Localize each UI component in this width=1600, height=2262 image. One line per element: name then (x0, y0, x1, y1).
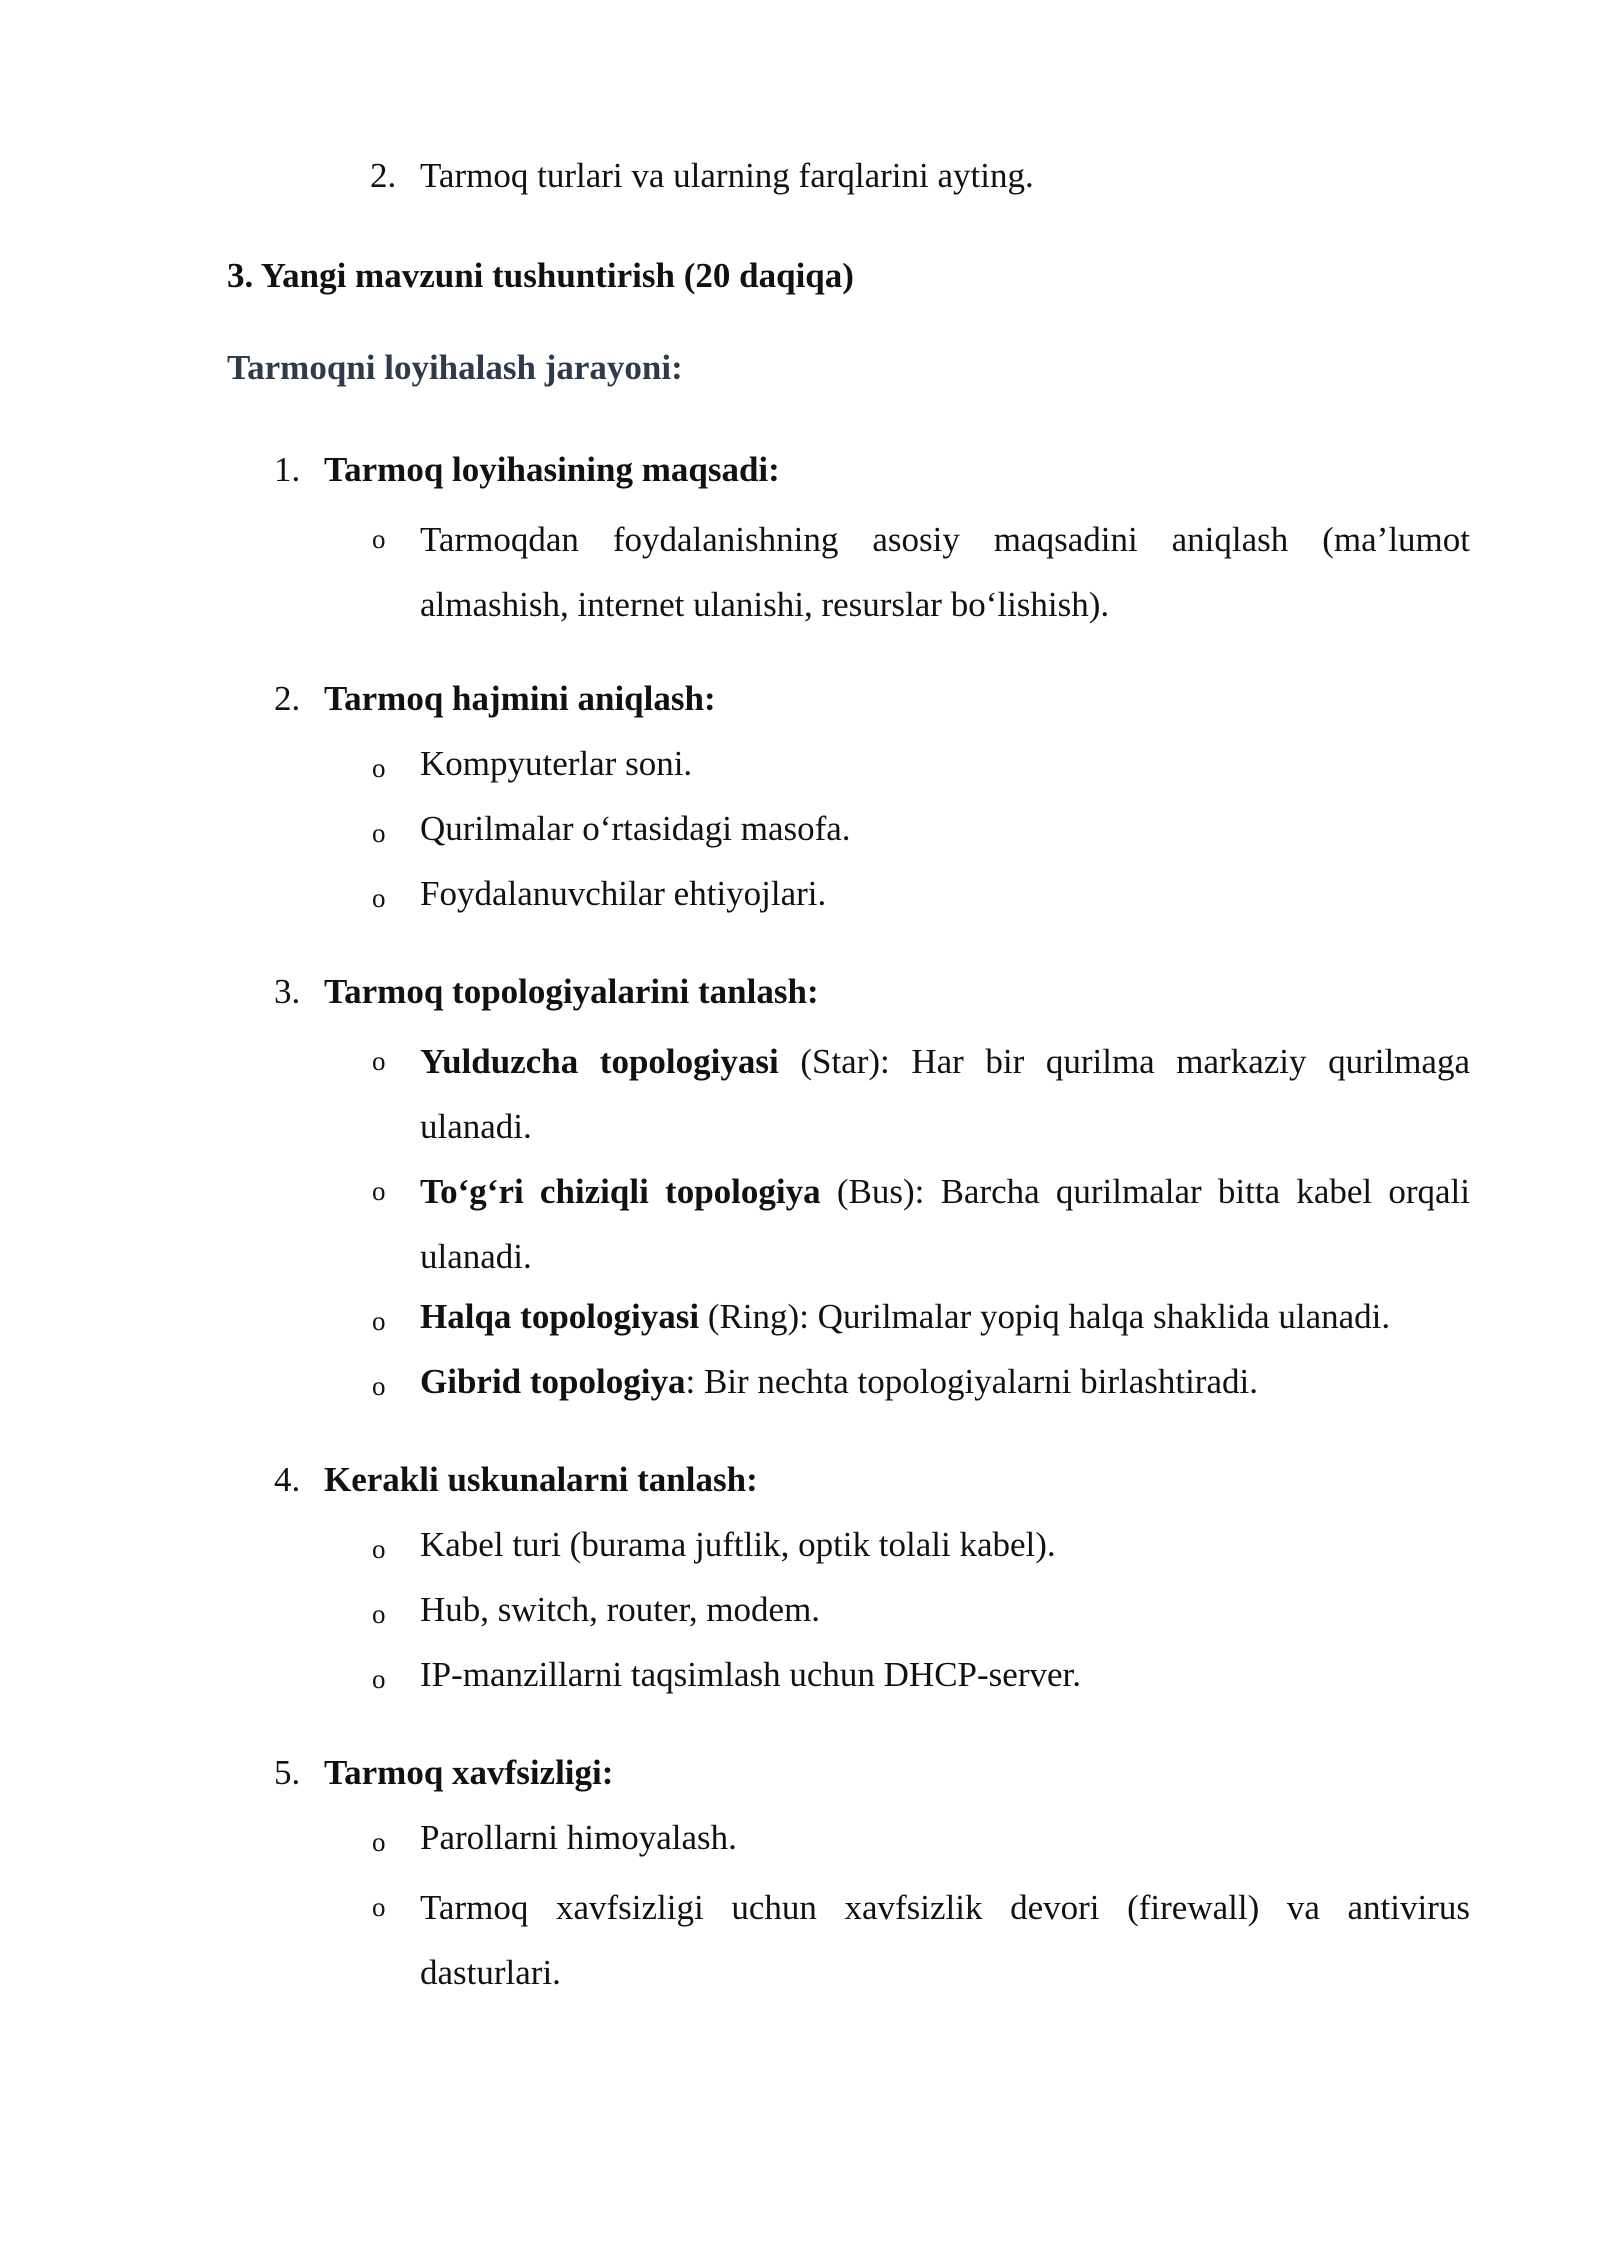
subheading: Tarmoqni loyihalash jarayoni: (227, 348, 683, 387)
step-title: Tarmoq loyihasining maqsadi: (324, 450, 780, 489)
bullet-text (420, 1297, 1390, 1337)
prev-item-text: Tarmoq turlari va ularning farqlarini ayting. (420, 156, 1034, 195)
bullet-text: Tarmoq xavfsizligi uchun xavfsizlik devori (firewall) va antivirus dasturlari. (420, 1888, 1470, 1992)
bullet-marker: o (372, 1371, 386, 1401)
bullet-marker: o (372, 883, 386, 913)
term: To‘g‘ri chiziqli topologiya (420, 1172, 821, 1211)
bullet-marker: o (372, 1599, 386, 1629)
bullet-text: Foydalanuvchilar ehtiyojlari. (420, 874, 827, 913)
prev-item-number: 2. (370, 156, 397, 195)
step-number: 3. (274, 972, 301, 1011)
bullet-text: Kabel turi (burama juftlik, optik tolali kabel). (420, 1525, 1056, 1564)
step-number: 4. (274, 1460, 301, 1499)
bullet-marker: o (372, 1046, 386, 1076)
step-title: Tarmoq xavfsizligi: (324, 1753, 614, 1792)
bullet-text: Hub, switch, router, modem. (420, 1590, 821, 1629)
bullet-marker: o (372, 818, 386, 848)
step-number: 2. (274, 679, 301, 718)
term: Yulduzcha topologiyasi (420, 1042, 779, 1081)
section-title: 3. Yangi mavzuni tushuntirish (20 daqiqa) (227, 256, 854, 295)
bullet-text: Tarmoqdan foydalanishning asosiy maqsadini aniqlash (ma’lumot almashish, internet ulanishi, resurslar bo‘lishish). (420, 520, 1470, 624)
bullet-text: Qurilmalar o‘rtasidagi masofa. (420, 809, 851, 848)
bullet-marker: o (372, 1827, 386, 1857)
description: (Bus): Barcha qurilmalar bitta kabel orqali ulanadi. (420, 1172, 1470, 1276)
bullet-text: IP-manzillarni taqsimlash uchun DHCP-server. (420, 1655, 1081, 1694)
bullet-text (420, 1029, 1470, 1159)
description: (Star): Har bir qurilma markaziy qurilmaga ulanadi. (420, 1042, 1470, 1146)
term: Gibrid topologiya (420, 1362, 686, 1401)
bullet-marker: o (372, 524, 386, 554)
bullet-text (420, 1362, 1258, 1402)
step-number: 1. (274, 450, 301, 489)
bullet-text: Kompyuterlar soni. (420, 744, 693, 783)
step-title: Kerakli uskunalarni tanlash: (324, 1460, 758, 1499)
description: : Bir nechta topologiyalarni birlashtiradi. (685, 1362, 1258, 1401)
description: (Ring): Qurilmalar yopiq halqa shaklida ulanadi. (699, 1297, 1391, 1336)
bullet-text: Parollarni himoyalash. (420, 1818, 737, 1857)
bullet-text (420, 1159, 1470, 1289)
bullet-marker: o (372, 1306, 386, 1336)
bullet-marker: o (372, 1892, 386, 1922)
bullet-marker: o (372, 1534, 386, 1564)
step-title: Tarmoq topologiyalarini tanlash: (324, 972, 819, 1011)
bullet-marker: o (372, 1664, 386, 1694)
bullet-marker: o (372, 753, 386, 783)
step-number: 5. (274, 1753, 301, 1792)
term: Halqa topologiyasi (420, 1297, 700, 1336)
step-title: Tarmoq hajmini aniqlash: (324, 679, 716, 718)
bullet-marker: o (372, 1176, 386, 1206)
